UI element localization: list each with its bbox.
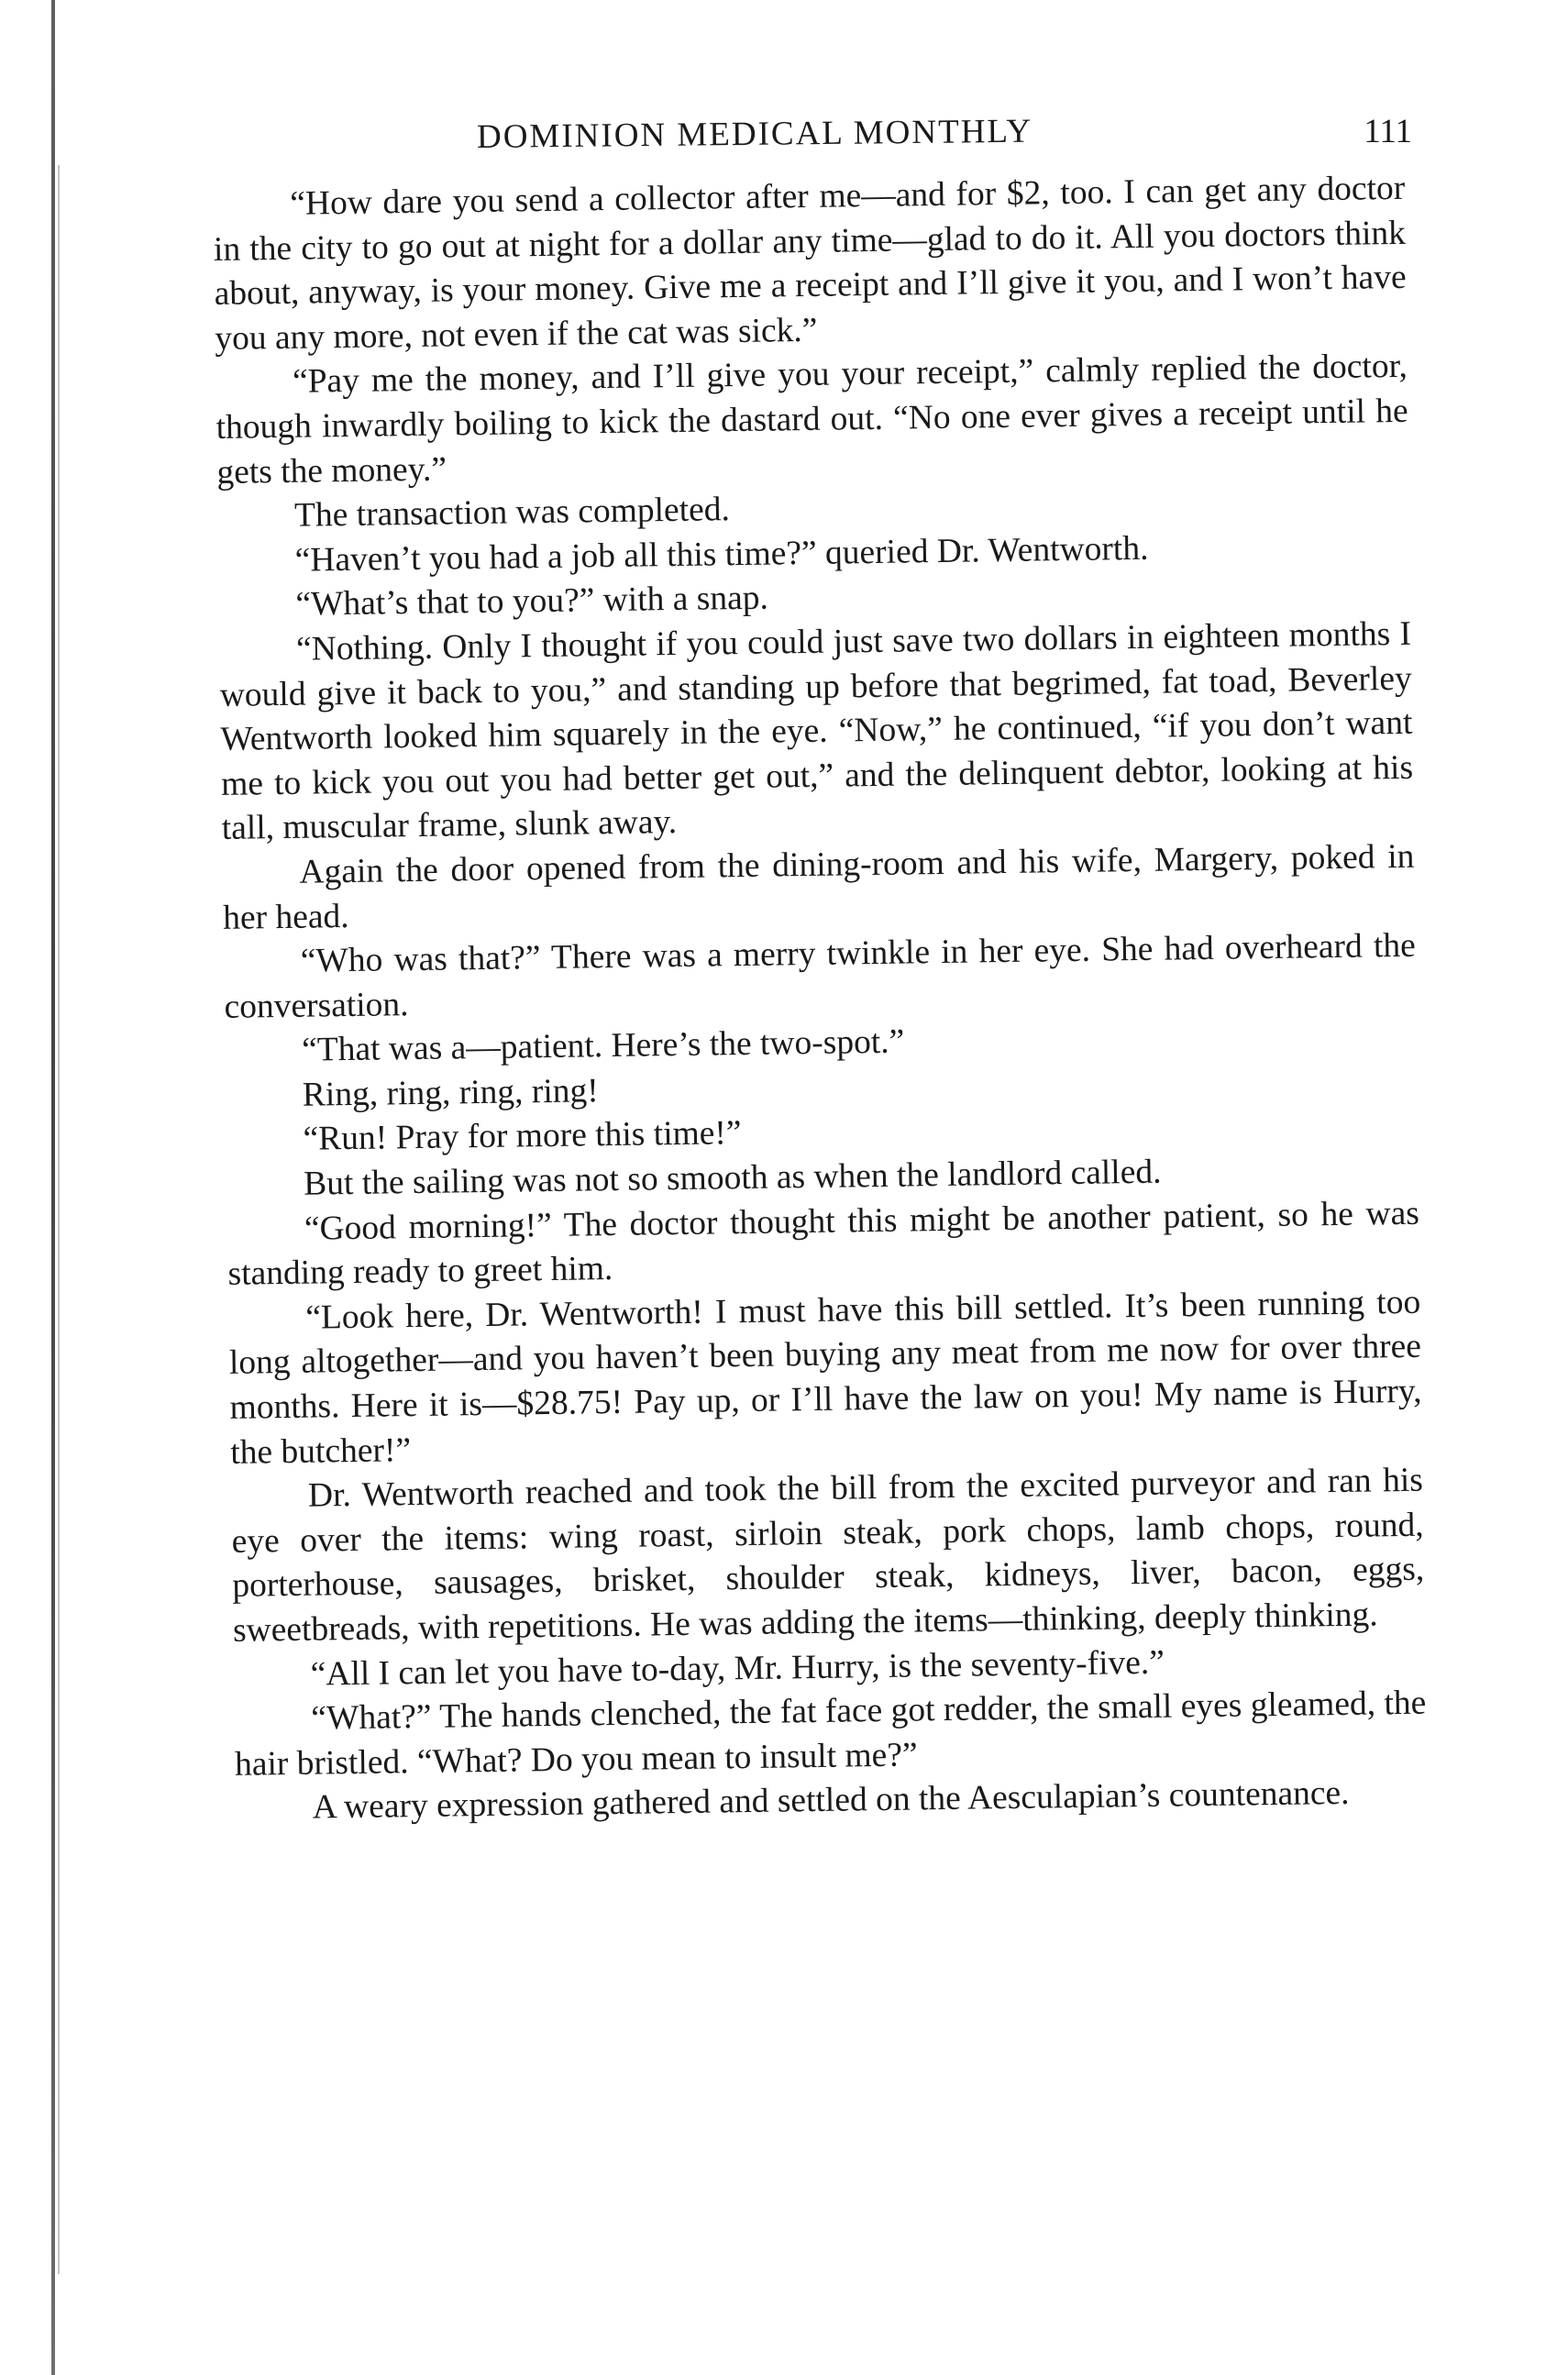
paragraph: Dr. Wentworth reached and took the bill from the excited purveyor and ran his eye over the items: wing roast, sirloin steak, pork chops, lamb chops, round, porterhouse, sausages, brisket, shoulder steak, kidneys, liver, bacon, eggs, sweetbreads, with repetitions. He was adding the items—thinking, deeply thinking. <box>231 1461 1425 1650</box>
binding-edge <box>51 0 55 2375</box>
paragraph: “What?” The hands clenched, the fat face got redder, the small eyes gleamed, the hair bristled. “What? Do you mean to insult me?” <box>234 1684 1427 1784</box>
paragraph: A weary expression gathered and settled on the Aesculapian’s countenance. <box>312 1774 1350 1828</box>
body-text <box>213 167 1428 1832</box>
paragraph: But the sailing was not so smooth as when the landlord called. <box>303 1153 1162 1203</box>
paragraph: “That was a—patient. Here’s the two-spot.” <box>301 1022 905 1070</box>
paragraph: “Good morning!” The doctor thought this might be another patient, so he was standing ready to greet him. <box>227 1194 1420 1294</box>
paragraph: “How dare you send a collector after me—and for $2, too. I can get any doctor in the city to go out at night for a dollar any time—glad to do it. All you doctors think about, anyway, is your money. Give me a receipt and I’ll give it you, and I won’t have you any more, not even if the cat was sick.” <box>213 169 1407 358</box>
paragraph: Ring, ring, ring, ring! <box>302 1072 600 1114</box>
paragraph: “What’s that to you?” with a snap. <box>295 579 769 624</box>
page-number: 111 <box>1364 113 1412 150</box>
paragraph: “Look here, Dr. Wentworth! I must have this bill settled. It’s been running too long altogether—and you haven’t been buying any meat from me now for over three months. Here it is—$28.75! Pay up, or I’ll have the law on you! My name is Hurry, the butcher!” <box>228 1283 1422 1472</box>
page-header <box>476 112 1412 172</box>
paragraph: “Pay me the money, and I’ll give you your receipt,” calmly replied the doctor, though inwardly boiling to kick the dastard out. “No one ever gives a receipt until he gets the money.” <box>215 348 1408 492</box>
paragraph: “Who was that?” There was a merry twinkle in her eye. She had overheard the conversation. <box>224 926 1417 1026</box>
paragraph: “All I can let you have to-day, Mr. Hurry, is the seventy-five.” <box>310 1643 1165 1694</box>
paragraph: “Run! Pray for more this time!” <box>303 1114 742 1159</box>
running-title: DOMINION MEDICAL MONTHLY <box>476 112 1033 156</box>
paragraph: “Haven’t you had a job all this time?” queried Dr. Wentworth. <box>294 529 1149 580</box>
paragraph: “Nothing. Only I thought if you could just save two dollars in eighteen months I would give it back to you,” and standing up before that begrimed, fat toad, Beverley Wentworth looked him squarely in the eye. “Now,” he continued, “if you don’t want me to kick you out you had better get out,” and the delinquent debtor, looking at his tall, muscular frame, slunk away. <box>219 614 1414 848</box>
paragraph: Again the door opened from the dining-room and his wife, Margery, poked in her head. <box>222 837 1415 937</box>
binding-shadow <box>58 165 60 2274</box>
paragraph: The transaction was completed. <box>293 491 731 535</box>
